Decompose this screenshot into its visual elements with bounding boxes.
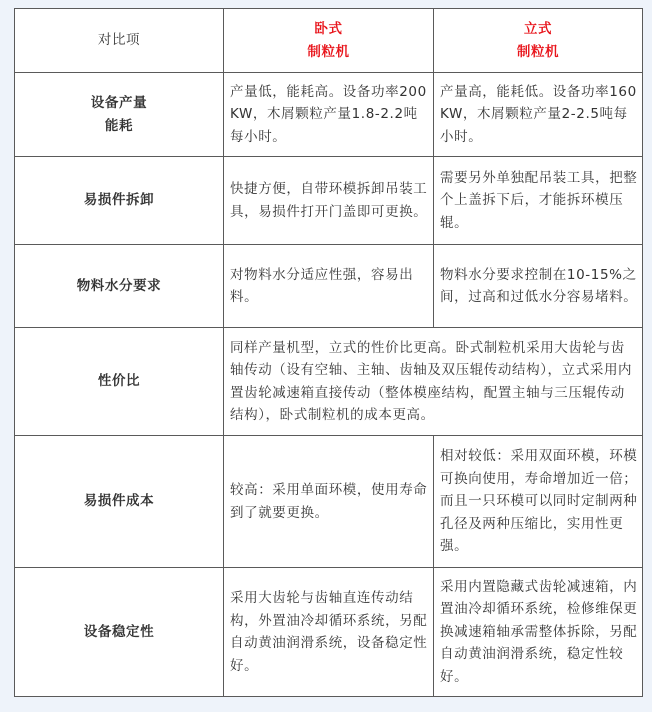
cell-horizontal-removal: 快捷方便，自带环模拆卸吊装工具，易损件打开门盖即可更换。 (224, 157, 434, 245)
cell-horizontal-moisture: 对物料水分适应性强，容易出料。 (224, 245, 434, 328)
row-label-line2: 能耗 (104, 117, 134, 134)
cell-vertical-moisture: 物料水分要求控制在10-15%之间，过高和过低水分容易堵料。 (434, 245, 643, 328)
header-col1-line2: 制粒机 (307, 43, 350, 60)
row-wear-parts-cost (15, 436, 643, 568)
comparison-table (14, 8, 643, 697)
header-col2-line2: 制粒机 (516, 43, 560, 60)
cell-cost-performance-merged: 同样产量机型，立式的性价比更高。卧式制粒机采用大齿轮与齿轴传动（设有空轴、主轴、齿轴及双压辊传动结构），立式采用内置齿轮减速箱直接传动（整体模座结构，配置主轴与三压辊传动结构），卧式制粒机的成本更高。 (224, 328, 643, 436)
cell-vertical-stability: 采用内置隐藏式齿轮减速箱，内置油冷却循环系统，检修维保更换减速箱轴承需整体拆除，另配自动黄油润滑系统，稳定性较好。 (434, 568, 643, 697)
row-label-output-energy (15, 73, 224, 157)
row-label-line1: 设备产量 (90, 95, 148, 111)
header-vertical-pellet-mill (434, 9, 643, 73)
cell-horizontal-stability: 采用大齿轮与齿轴直连传动结构，外置油冷却循环系统，另配自动黄油润滑系统，设备稳定性好。 (224, 568, 434, 697)
row-moisture (15, 245, 643, 328)
row-label-moisture: 物料水分要求 (15, 245, 224, 328)
cell-vertical-wear-cost: 相对较低：采用双面环模，环模可换向使用，寿命增加近一倍；而且一只环模可以同时定制两种孔径及两种压缩比，实用性更强。 (434, 436, 643, 568)
header-row (15, 9, 643, 73)
cell-vertical-removal: 需要另外单独配吊装工具，把整个上盖拆下后，才能拆环模压辊。 (434, 157, 643, 245)
row-label-stability: 设备稳定性 (15, 568, 224, 697)
row-stability (15, 568, 643, 697)
header-col2-line1: 立式 (523, 20, 553, 37)
row-output-energy (15, 73, 643, 157)
cell-vertical-output: 产量高，能耗低。设备功率160KW，木屑颗粒产量2-2.5吨每小时。 (434, 73, 643, 157)
row-wear-parts-removal (15, 157, 643, 245)
row-label-wear-parts-removal: 易损件拆卸 (15, 157, 224, 245)
cell-horizontal-wear-cost: 较高：采用单面环模，使用寿命到了就要更换。 (224, 436, 434, 568)
header-col1-line1: 卧式 (314, 20, 343, 37)
row-cost-performance (15, 328, 643, 436)
cell-horizontal-output: 产量低，能耗高。设备功率200KW，木屑颗粒产量1.8-2.2吨每小时。 (224, 73, 434, 157)
comparison-table-container (14, 8, 643, 697)
row-label-cost-performance: 性价比 (15, 328, 224, 436)
header-label: 对比项 (15, 9, 224, 73)
row-label-wear-parts-cost: 易损件成本 (15, 436, 224, 568)
header-horizontal-pellet-mill (224, 9, 434, 73)
